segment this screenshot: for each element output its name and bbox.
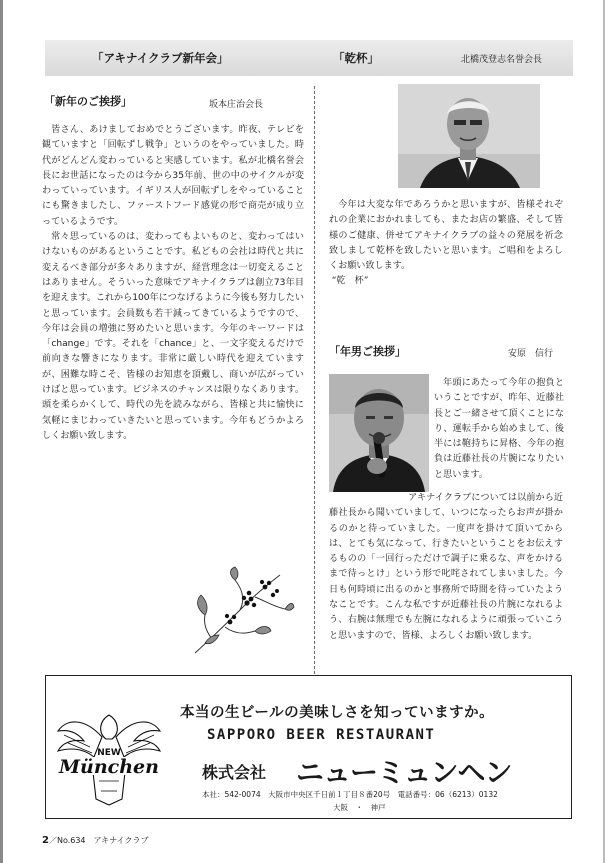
page-number: 2 [42, 835, 49, 846]
page-footer [42, 835, 148, 846]
greeting-body [42, 123, 304, 444]
ad-company-type: 株式会社 [202, 763, 267, 782]
newyear-man-body-beside-photo [434, 376, 564, 483]
newyear-man-speaker: 安原 信行 [508, 349, 554, 359]
toast-body [329, 198, 563, 290]
toast-call: “乾 杯” [331, 276, 369, 287]
page-left-edge [0, 0, 3, 863]
new-munchen-eagle-logo [54, 707, 164, 807]
ad-branches: 大阪 ・ 神戸 [333, 803, 386, 812]
event-title: 「アキナイクラブ新年会」 [92, 51, 229, 65]
newyear-man-title: 「年男ご挨拶」 [329, 345, 406, 358]
newyear-man-body-full [329, 491, 563, 644]
toast-speaker-photo [398, 84, 540, 188]
newyear-man-paragraph-1: 年頭にあたって今年の抱負ということですが、昨年、近藤社長とご一緒させて頂くことになり、運転手から始めまして、後半には鞄持ちに昇格、今年の抱負は近藤社長の片腕になりたいと思います。 [434, 378, 564, 480]
ad-company-name: ニューミュンヘン [296, 756, 512, 789]
greeting-paragraph-2: 常々思っているのは、変わってもよいものと、変わってはいけないものがあるということです。私どもの会社は時代と共に変えるべき部分が多々ありますが、経営理念は一切変えることはありません。そういった意味でアキナイクラブは創立73年目を迎えます。これから100年につなげるように今後も努力したいと思っています。会員数も若干減ってきているようですので、今年は会員の増強に努めたいと思います。今年のキーワードは「change」です。それを「chance」と、一文字変えるだけで前向きな響きになります。非常に厳しい時代を迎えていますが、困難な時こそ、皆様のお知恵を頂戴し、商いが広がっていけばと思っています。ビジネスのチャンスは限りなくあります。頭を柔らかくして、時代の先を読みながら、皆様と共に愉快に気軽にまじわっていきたいと思っています。今年もどうかよろしくお願い致します。 [42, 232, 304, 441]
greeting-speaker: 坂本庄治会長 [209, 100, 264, 110]
logo-munchen-text: München [59, 756, 159, 778]
column-divider [314, 86, 315, 674]
toast-paragraph: 今年は大変な年であろうかと思いますが、皆様それぞれの企業におかれましても、またお店の繁盛、そして皆様のご健康、併せてアキナイクラブの益々の発展を祈念致しまして乾杯を致したいと思います。ご唱和をよろしくお願い致します。 [329, 200, 563, 272]
greeting-title: 「新年のご挨拶」 [44, 95, 132, 108]
ad-english-name: SAPPORO BEER RESTAURANT [207, 727, 436, 743]
issue-label: ／No.634 アキナイクラブ [48, 836, 149, 845]
toast-title: 「乾杯」 [333, 51, 379, 65]
newyear-man-paragraph-2: アキナイクラブについては以前から近藤社長から聞いていまして、いつになったらお声が掛かるのかと待っていました。一度声を掛けて頂いてからは、とても気になって、行きたいということをお伝えするものの「一回行っただけで調子に乗るな、声をかけるまで待っとけ」という形で叱咤されてしまいました。今日も何時頃に出るのかと事務所で時間を待っていたようなことです。こんな私ですが近藤社長の片腕になれるよう、右腕は無理でも左腕になれるように頑張っていこうと思いますので、皆様、よろしくお願い致します。 [329, 493, 563, 641]
ad-tagline: 本当の生ビールの美味しさを知っていますか。 [180, 705, 495, 721]
ad-address: 本社：542-0074 大阪市中央区千日前１丁目８番20号 電話番号：06（6213）0132 [202, 790, 498, 799]
newyear-man-photo [329, 374, 429, 492]
greeting-paragraph-1: 皆さん、あけましておめでとうございます。昨夜、テレビを観ていますと「回転ずし戦争」というのをやっていました。時代がどんどん変わっていると実感しています。私が北橋名誉会長にお世話になったのは今から35年前、世の中のサイクルが変わっていっています。イギリス人が回転ずしをやっていることにも驚きましたし、ファーストフード感覚の形で商売が成り立っているようです。 [42, 125, 304, 227]
toast-speaker: 北橋茂登志名誉会長 [461, 55, 543, 65]
berry-branch-illustration [185, 565, 295, 660]
logo-new-text: NEW [97, 748, 121, 758]
